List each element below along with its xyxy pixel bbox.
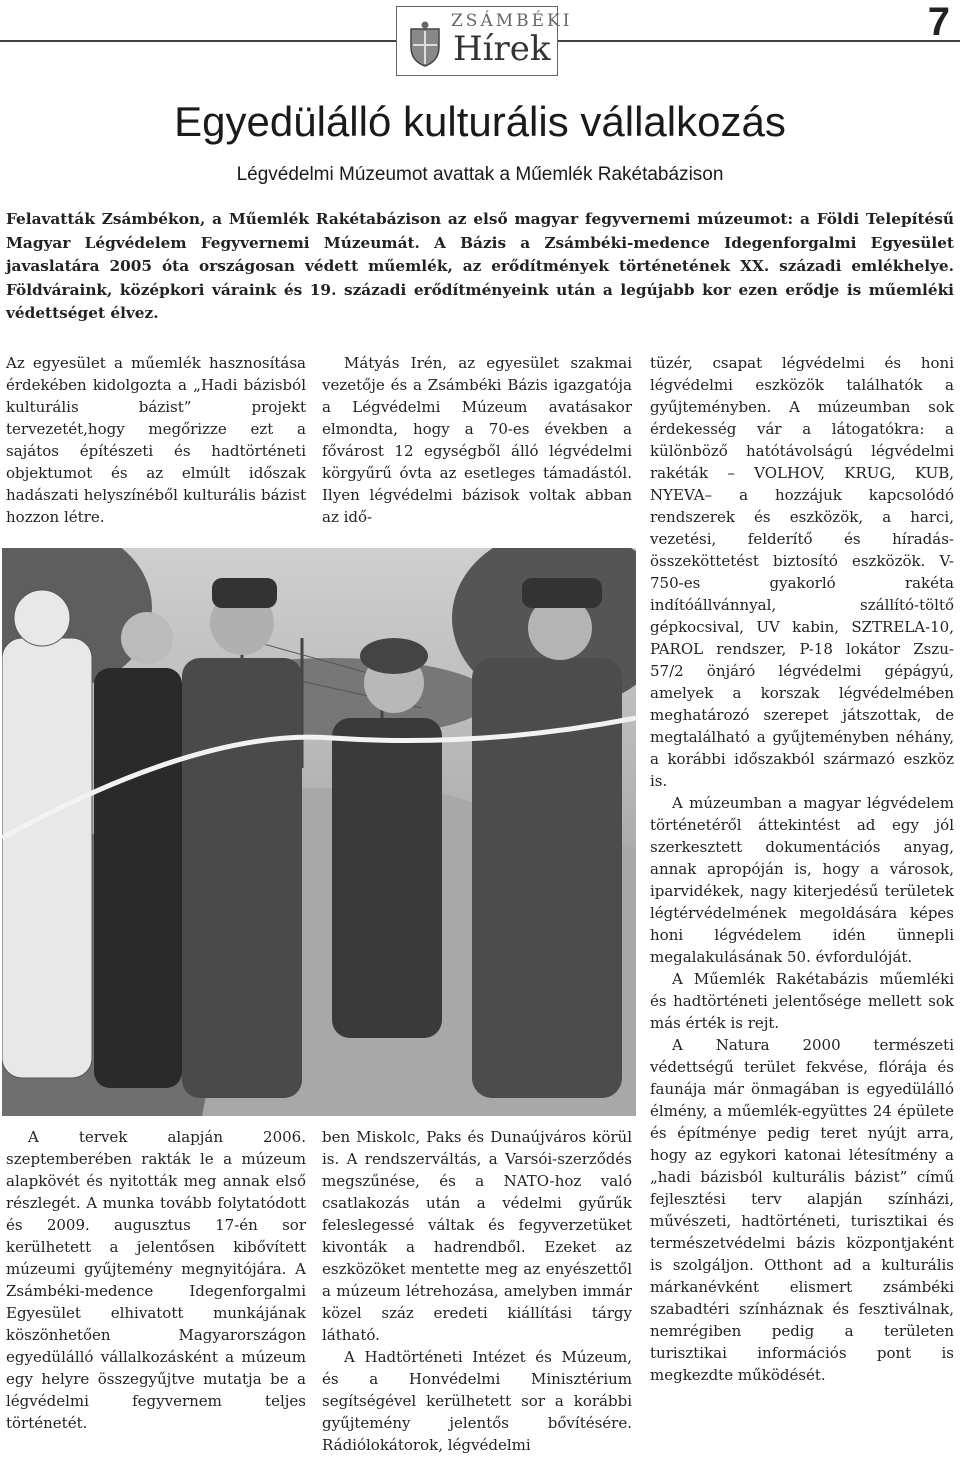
article-title: Egyedülálló kulturális vállalkozás: [174, 98, 786, 145]
article-subtitle: Légvédelmi Múzeumot avattak a Műemlék Rakétabázison: [236, 164, 724, 185]
column-1-top: [6, 352, 306, 528]
coat-of-arms-icon: [407, 21, 443, 67]
masthead-small-text: ZSÁMBÉKI: [451, 11, 573, 31]
masthead-logo: [396, 6, 573, 76]
column-2-top: [322, 352, 632, 528]
column-3: [650, 352, 954, 1386]
ribbon-cutting-photo: [2, 548, 636, 1116]
column-1-bottom: [6, 1126, 306, 1434]
paragraph: tüzér, csapat légvédelmi és honi légvédelmi eszközök találhatók a gyűjteményben. A múzeumban sok érdekesség vár a látogatókra: a különböző hatótávolságú légvédelmi rakéták – VOLHOV, KRUG, KUB, NYEVA– a hozzájuk kapcsolódó rendszerek és eszközök, a harci, vezetési, felderítő és híradás-összeköttetést biztosító eszközök. V-750-es gyakorló rakéta indítóállvánnyal, szállító-töltő gépkocsival, UV kabin, SZTRELA-10, PAROL rendszer, P-18 lokátor Zszu-57/2 önjáró légvédelmi gépágyú, amelyek a korszak légvédelmében meghatározó szerepet játszottak, de megtalálható a gyűjteményben néhány, a korábbi időszakból származó eszköz is.: [650, 354, 954, 790]
page-number: 7: [927, 0, 950, 44]
paragraph: A Műemlék Rakétabázis műemléki és hadtörténeti jelentősége mellett sok más érték is rejt.: [650, 970, 954, 1032]
column-2-bottom: [322, 1126, 632, 1456]
paragraph: A Natura 2000 természeti védettségű terület fekvése, flórája és faunája már önmagában is egyedülálló élmény, a műemlék-együttes 24 épülete és építménye pedig teret nyújt arra, hogy az egykori katonai létesítmény a „hadi bázisból kulturális bázist” című fejlesztési terv alapján színházi, művészeti, hadtörténeti, turisztikai és természetvédelmi bázis központjaként is szolgáljon. Otthont ad a kulturális márkanévként elismert zsámbéki szabadtéri színháznak és fesztiválnak, nemrégiben pedig a területen turisztikai információs pont is megkezdte működését.: [650, 1036, 954, 1384]
paragraph: Mátyás Irén, az egyesület szakmai vezetője és a Zsámbéki Bázis igazgatója a Légvédelmi Múzeum avatásakor elmondta, hogy a 70-es években a fővárost 12 egységből álló légvédelmi körgyűrű óvta az esetleges támadástól. Ilyen légvédelmi bázisok voltak abban az idő-: [322, 354, 632, 526]
paragraph: A tervek alapján 2006. szeptemberében rakták le a múzeum alapkövét és nyitották meg annak első részlegét. A munka tovább folytatódott és 2009. augusztus 17-én sor kerülhetett a jelentősen kibővített múzeumi gyűjtemény megnyitójára. A Zsámbéki-medence Idegenforgalmi Egyesület elhivatott munkájának köszönhetően Magyarországon egyedülálló vállalkozásként a múzeum egy helyre összegyűjtve mutatja be a légvédelmi fegyvernem teljes történetét.: [6, 1128, 306, 1432]
paragraph: A Hadtörténeti Intézet és Múzeum, és a Honvédelmi Minisztérium segítségével kerülhetett sor a korábbi gyűjtemény jelentős bővítésére. Rádiólokátorok, légvédelmi: [322, 1348, 632, 1454]
paragraph: A múzeumban a magyar légvédelem történetéről áttekintést ad egy jól szerkesztett dokumentációs anyag, annak apropóján is, hogy a városok, iparvidékek, nagy kiterjedésű területek légtérvédelmének megoldására képes honi légvédelem idén ünnepli megalakulásának 50. évfordulóját.: [650, 794, 954, 966]
article-lead: Felavatták Zsámbékon, a Műemlék Rakétabázison az első magyar fegyvernemi múzeumot: a Földi Telepítésű Magyar Légvédelem Fegyvernemi Múzeumát. A Bázis a Zsámbéki-medence Idegenforgalmi Egyesület javaslatára 2005 óta országosan védett műemlék, az erődítmények történetének XX. századi emlékhelye. Földváraink, középkori váraink és 19. századi erődítményeink után a legújabb kor ezen erődje is műemléki védettséget élvez.: [6, 210, 954, 322]
masthead-big-text: Hírek: [453, 29, 551, 69]
paragraph: ben Miskolc, Paks és Dunaújváros körül is. A rendszerváltás, a Varsói-szerződés megszűnése, és a NATO-hoz való csatlakozás után a védelmi gyűrűk feleslegessé váltak és fegyverzetüket kivonták a hadrendből. Ezeket az eszközöket mentette meg az enyészettől a múzeum létrehozása, amelyben immár közel száz eredeti kiállítási tárgy látható.: [322, 1128, 632, 1344]
paragraph: Az egyesület a műemlék hasznosítása érdekében kidolgozta a „Hadi bázisból kulturális bázist” projekt tervezetét,hogy megőrizze ezt a sajátos építészeti és hadtörténeti objektumot és az elmúlt időszak hadászati helyszínéből kulturális bázist hozzon létre.: [6, 354, 306, 526]
